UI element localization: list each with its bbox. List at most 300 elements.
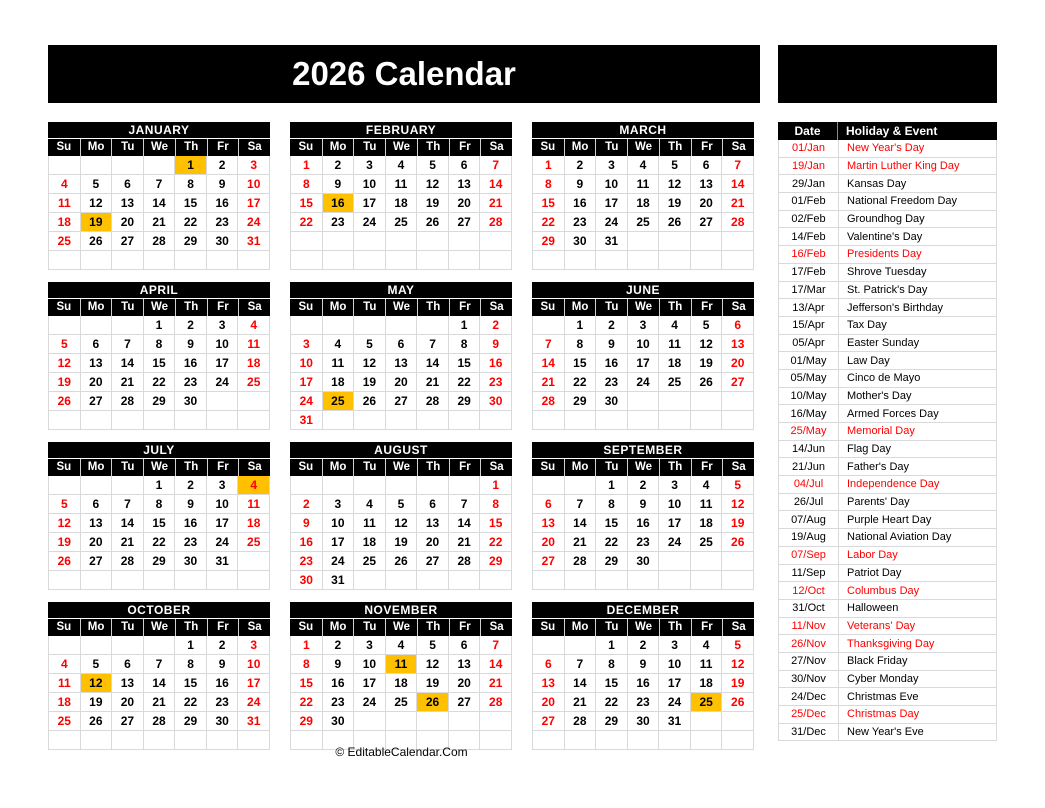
- month-title: MAY: [290, 282, 512, 299]
- holiday-date: 07/Aug: [779, 511, 839, 528]
- holiday-date: 27/Nov: [779, 653, 839, 670]
- holiday-event: Veterans' Day: [847, 619, 916, 632]
- day-cell: 30: [207, 712, 239, 731]
- day-cell: 8: [533, 175, 565, 194]
- day-cell: 30: [207, 232, 239, 251]
- empty-day-cell: [533, 476, 565, 495]
- day-cell: 5: [386, 495, 418, 514]
- holiday-row: [778, 706, 997, 724]
- day-cell: 11: [386, 175, 418, 194]
- day-cell: 6: [81, 495, 113, 514]
- day-cell: 14: [480, 655, 512, 674]
- day-cell: 26: [722, 533, 754, 552]
- day-of-week-cell: Su: [56, 141, 72, 153]
- day-of-week-cell: Fr: [449, 459, 481, 476]
- day-cell: 12: [659, 175, 691, 194]
- empty-day-cell: [533, 636, 565, 655]
- day-of-week-cell: Fr: [691, 619, 723, 636]
- holiday-date: 25/Dec: [779, 706, 839, 723]
- day-cell: 6: [449, 156, 481, 175]
- holiday-row: [778, 458, 997, 476]
- day-cell: 13: [691, 175, 723, 194]
- empty-day-cell: [659, 251, 691, 270]
- day-cell: 17: [323, 533, 355, 552]
- holiday-event: Patriot Day: [847, 566, 902, 579]
- day-cell: 28: [417, 392, 449, 411]
- day-of-week-cell: Fr: [207, 459, 239, 476]
- holiday-event: Thanksgiving Day: [847, 637, 935, 650]
- day-cell: 30: [480, 392, 512, 411]
- day-cell: 5: [691, 316, 723, 335]
- holiday-row: [778, 582, 997, 600]
- day-cell: 25: [49, 232, 81, 251]
- holiday-date: 17/Feb: [779, 264, 839, 281]
- day-cell: 7: [533, 335, 565, 354]
- day-cell: 23: [565, 213, 597, 232]
- day-cell: 10: [354, 655, 386, 674]
- day-cell: 18: [628, 194, 660, 213]
- day-cell: 11: [659, 335, 691, 354]
- date-grid: [48, 316, 270, 430]
- footer-credit: © EditableCalendar.Com: [335, 745, 468, 759]
- holiday-event: Halloween: [847, 602, 899, 615]
- day-cell: 21: [480, 674, 512, 693]
- empty-day-cell: [722, 712, 754, 731]
- day-cell: 30: [291, 571, 323, 590]
- holiday-row: [778, 175, 997, 193]
- holiday-event: Christmas Eve: [847, 690, 919, 703]
- holiday-date: 04/Jul: [779, 476, 839, 493]
- empty-day-cell: [291, 232, 323, 251]
- day-of-week-cell: Fr: [449, 299, 481, 316]
- holiday-event: St. Patrick's Day: [847, 283, 928, 296]
- day-of-week-cell: We: [627, 459, 659, 476]
- day-cell: 24: [207, 533, 239, 552]
- day-of-week-cell: Tu: [595, 139, 627, 156]
- day-cell: 16: [565, 194, 597, 213]
- day-cell: 17: [207, 514, 239, 533]
- empty-day-cell: [323, 476, 355, 495]
- day-of-week-cell: Sa: [238, 139, 270, 156]
- day-cell: 24: [659, 533, 691, 552]
- empty-day-cell: [417, 232, 449, 251]
- day-of-week-cell: Su: [540, 461, 556, 473]
- empty-day-cell: [417, 316, 449, 335]
- holiday-event: Christmas Day: [847, 708, 920, 721]
- day-cell: 21: [112, 373, 144, 392]
- empty-day-cell: [291, 251, 323, 270]
- holiday-event: Memorial Day: [847, 425, 915, 438]
- empty-day-cell: [565, 636, 597, 655]
- day-of-week-cell: Su: [540, 621, 556, 633]
- empty-day-cell: [81, 636, 113, 655]
- day-cell: 5: [417, 636, 449, 655]
- day-of-week-header: [290, 619, 512, 636]
- day-cell: 23: [323, 693, 355, 712]
- day-cell: 11: [323, 354, 355, 373]
- day-cell: 17: [354, 674, 386, 693]
- empty-day-cell: [533, 251, 565, 270]
- day-cell: 25: [691, 533, 723, 552]
- holiday-event: New Year's Eve: [847, 726, 924, 739]
- empty-day-cell: [238, 251, 270, 270]
- day-cell: 24: [596, 213, 628, 232]
- month-title: SEPTEMBER: [532, 442, 754, 459]
- holiday-event: Mother's Day: [847, 389, 912, 402]
- empty-day-cell: [354, 411, 386, 430]
- day-cell: 24: [659, 693, 691, 712]
- day-of-week-cell: Tu: [111, 619, 143, 636]
- day-of-week-cell: Tu: [111, 299, 143, 316]
- day-cell: 12: [81, 674, 113, 693]
- day-of-week-cell: Tu: [595, 299, 627, 316]
- day-cell: 11: [386, 655, 418, 674]
- month-title: APRIL: [48, 282, 270, 299]
- day-cell: 26: [722, 693, 754, 712]
- day-cell: 7: [417, 335, 449, 354]
- empty-day-cell: [480, 411, 512, 430]
- day-cell: 30: [628, 552, 660, 571]
- empty-day-cell: [207, 392, 239, 411]
- day-cell: 4: [354, 495, 386, 514]
- holiday-date: 26/Jul: [779, 494, 839, 511]
- holiday-date: 16/Feb: [779, 246, 839, 263]
- day-cell: 15: [449, 354, 481, 373]
- day-cell: 27: [417, 552, 449, 571]
- day-of-week-cell: Fr: [449, 139, 481, 156]
- day-cell: 5: [659, 156, 691, 175]
- day-cell: 11: [354, 514, 386, 533]
- day-cell: 4: [659, 316, 691, 335]
- holiday-event: Black Friday: [847, 655, 908, 668]
- day-of-week-cell: We: [385, 619, 417, 636]
- day-cell: 21: [480, 194, 512, 213]
- holiday-event: Presidents Day: [847, 248, 922, 261]
- day-of-week-cell: We: [385, 139, 417, 156]
- empty-day-cell: [144, 571, 176, 590]
- day-cell: 4: [323, 335, 355, 354]
- day-of-week-header: [532, 459, 754, 476]
- holiday-row: [778, 264, 997, 282]
- holiday-event: National Aviation Day: [847, 531, 952, 544]
- date-grid: [532, 156, 754, 270]
- day-cell: 3: [207, 316, 239, 335]
- day-of-week-cell: We: [143, 619, 175, 636]
- empty-day-cell: [354, 232, 386, 251]
- day-cell: 3: [354, 156, 386, 175]
- day-cell: 7: [112, 495, 144, 514]
- empty-day-cell: [449, 232, 481, 251]
- holiday-event: Flag Day: [847, 443, 892, 456]
- month-may: [290, 282, 512, 430]
- empty-day-cell: [659, 552, 691, 571]
- empty-day-cell: [112, 251, 144, 270]
- day-cell: 19: [49, 373, 81, 392]
- holiday-event: Martin Luther King Day: [847, 160, 960, 173]
- day-of-week-cell: Th: [659, 139, 691, 156]
- day-of-week-header: [290, 459, 512, 476]
- empty-day-cell: [386, 411, 418, 430]
- day-cell: 11: [238, 335, 270, 354]
- day-cell: 2: [596, 316, 628, 335]
- empty-day-cell: [144, 156, 176, 175]
- empty-day-cell: [691, 251, 723, 270]
- day-cell: 2: [207, 636, 239, 655]
- holiday-row: [778, 388, 997, 406]
- holiday-date: 05/Apr: [779, 335, 839, 352]
- day-of-week-cell: We: [143, 139, 175, 156]
- day-cell: 16: [596, 354, 628, 373]
- day-cell: 21: [144, 693, 176, 712]
- day-cell: 22: [565, 373, 597, 392]
- day-cell: 17: [291, 373, 323, 392]
- day-of-week-cell: Sa: [722, 299, 754, 316]
- day-cell: 17: [628, 354, 660, 373]
- day-cell: 9: [323, 175, 355, 194]
- empty-day-cell: [81, 156, 113, 175]
- day-cell: 6: [533, 655, 565, 674]
- day-cell: 7: [112, 335, 144, 354]
- day-cell: 22: [175, 693, 207, 712]
- empty-day-cell: [417, 571, 449, 590]
- day-of-week-cell: Th: [175, 619, 207, 636]
- day-cell: 13: [386, 354, 418, 373]
- holiday-date-column-header: Date: [778, 122, 838, 140]
- day-cell: 23: [596, 373, 628, 392]
- empty-day-cell: [49, 411, 81, 430]
- month-january: [48, 122, 270, 270]
- day-cell: 15: [480, 514, 512, 533]
- day-cell: 16: [207, 674, 239, 693]
- empty-day-cell: [112, 411, 144, 430]
- day-cell: 27: [449, 213, 481, 232]
- day-cell: 15: [175, 194, 207, 213]
- day-cell: 20: [81, 373, 113, 392]
- day-cell: 9: [628, 495, 660, 514]
- holiday-row: [778, 193, 997, 211]
- day-cell: 15: [291, 194, 323, 213]
- holiday-date: 14/Feb: [779, 228, 839, 245]
- holiday-table: [778, 122, 997, 741]
- day-cell: 7: [480, 156, 512, 175]
- day-of-week-cell: Th: [175, 459, 207, 476]
- day-of-week-cell: Fr: [691, 139, 723, 156]
- months-grid: [48, 122, 754, 750]
- day-cell: 10: [207, 495, 239, 514]
- day-cell: 20: [81, 533, 113, 552]
- date-grid: [290, 156, 512, 270]
- day-of-week-cell: Mo: [322, 139, 354, 156]
- day-cell: 18: [238, 514, 270, 533]
- empty-day-cell: [480, 251, 512, 270]
- day-cell: 17: [659, 674, 691, 693]
- day-cell: 3: [323, 495, 355, 514]
- day-cell: 4: [691, 476, 723, 495]
- day-cell: 16: [175, 514, 207, 533]
- day-of-week-cell: Th: [659, 459, 691, 476]
- empty-day-cell: [175, 411, 207, 430]
- day-cell: 29: [291, 712, 323, 731]
- day-of-week-header: [48, 139, 270, 156]
- holiday-row: [778, 529, 997, 547]
- day-of-week-cell: Mo: [564, 299, 596, 316]
- day-cell: 23: [175, 533, 207, 552]
- holiday-date: 16/May: [779, 405, 839, 422]
- empty-day-cell: [596, 411, 628, 430]
- day-cell: 25: [386, 693, 418, 712]
- day-cell: 6: [112, 655, 144, 674]
- page-title: 2026 Calendar: [48, 45, 760, 103]
- day-cell: 2: [323, 636, 355, 655]
- date-grid: [532, 476, 754, 590]
- day-cell: 24: [238, 213, 270, 232]
- empty-day-cell: [354, 476, 386, 495]
- holiday-date: 12/Oct: [779, 582, 839, 599]
- day-cell: 1: [565, 316, 597, 335]
- day-cell: 24: [628, 373, 660, 392]
- day-cell: 26: [417, 213, 449, 232]
- holiday-row: [778, 441, 997, 459]
- day-cell: 27: [81, 552, 113, 571]
- day-of-week-cell: Su: [298, 461, 314, 473]
- day-of-week-cell: Fr: [207, 299, 239, 316]
- day-cell: 8: [175, 655, 207, 674]
- day-of-week-header: [290, 299, 512, 316]
- day-cell: 18: [691, 674, 723, 693]
- day-cell: 30: [175, 392, 207, 411]
- empty-day-cell: [480, 232, 512, 251]
- day-cell: 15: [533, 194, 565, 213]
- day-cell: 12: [49, 514, 81, 533]
- day-cell: 27: [112, 712, 144, 731]
- day-cell: 26: [49, 552, 81, 571]
- holiday-event: Kansas Day: [847, 177, 907, 190]
- day-cell: 9: [207, 655, 239, 674]
- day-cell: 27: [533, 552, 565, 571]
- holiday-date: 01/Feb: [779, 193, 839, 210]
- day-cell: 21: [565, 693, 597, 712]
- day-of-week-cell: Th: [175, 299, 207, 316]
- day-cell: 11: [691, 655, 723, 674]
- empty-day-cell: [722, 552, 754, 571]
- day-cell: 26: [81, 712, 113, 731]
- day-cell: 10: [207, 335, 239, 354]
- empty-day-cell: [628, 251, 660, 270]
- day-cell: 6: [386, 335, 418, 354]
- day-cell: 16: [323, 674, 355, 693]
- empty-day-cell: [565, 476, 597, 495]
- day-cell: 4: [49, 175, 81, 194]
- day-cell: 17: [238, 674, 270, 693]
- day-of-week-cell: We: [143, 299, 175, 316]
- empty-day-cell: [722, 571, 754, 590]
- month-title: DECEMBER: [532, 602, 754, 619]
- empty-day-cell: [386, 476, 418, 495]
- day-cell: 3: [291, 335, 323, 354]
- day-cell: 7: [144, 175, 176, 194]
- day-cell: 22: [144, 373, 176, 392]
- day-cell: 25: [238, 533, 270, 552]
- day-cell: 10: [238, 175, 270, 194]
- day-cell: 18: [691, 514, 723, 533]
- day-cell: 12: [691, 335, 723, 354]
- holiday-date: 17/Mar: [779, 282, 839, 299]
- day-cell: 15: [596, 514, 628, 533]
- day-cell: 26: [691, 373, 723, 392]
- empty-day-cell: [238, 571, 270, 590]
- month-march: [532, 122, 754, 270]
- holiday-row: [778, 635, 997, 653]
- day-cell: 25: [628, 213, 660, 232]
- month-title: NOVEMBER: [290, 602, 512, 619]
- day-cell: 14: [565, 514, 597, 533]
- day-of-week-cell: Sa: [238, 299, 270, 316]
- holiday-date: 11/Sep: [779, 565, 839, 582]
- day-cell: 2: [628, 476, 660, 495]
- day-cell: 17: [596, 194, 628, 213]
- day-cell: 20: [449, 674, 481, 693]
- empty-day-cell: [49, 251, 81, 270]
- day-of-week-cell: Fr: [207, 619, 239, 636]
- day-cell: 23: [628, 533, 660, 552]
- empty-day-cell: [449, 251, 481, 270]
- empty-day-cell: [291, 476, 323, 495]
- holiday-table-body: [778, 140, 997, 741]
- day-cell: 13: [81, 354, 113, 373]
- day-cell: 13: [722, 335, 754, 354]
- day-cell: 21: [722, 194, 754, 213]
- empty-day-cell: [81, 476, 113, 495]
- day-cell: 31: [238, 232, 270, 251]
- holiday-event: Labor Day: [847, 549, 898, 562]
- day-cell: 31: [323, 571, 355, 590]
- day-of-week-cell: Mo: [80, 299, 112, 316]
- month-title: FEBRUARY: [290, 122, 512, 139]
- day-cell: 16: [323, 194, 355, 213]
- day-cell: 1: [480, 476, 512, 495]
- empty-day-cell: [144, 411, 176, 430]
- day-cell: 23: [175, 373, 207, 392]
- holiday-row: [778, 246, 997, 264]
- day-of-week-cell: We: [385, 299, 417, 316]
- day-cell: 16: [628, 514, 660, 533]
- date-grid: [290, 636, 512, 750]
- day-of-week-cell: Fr: [449, 619, 481, 636]
- day-cell: 16: [207, 194, 239, 213]
- header-right-box: [778, 45, 997, 103]
- day-cell: 20: [691, 194, 723, 213]
- month-june: [532, 282, 754, 430]
- day-cell: 27: [449, 693, 481, 712]
- day-of-week-cell: Fr: [691, 459, 723, 476]
- day-cell: 24: [354, 213, 386, 232]
- empty-day-cell: [144, 251, 176, 270]
- day-cell: 20: [417, 533, 449, 552]
- day-of-week-cell: Sa: [722, 139, 754, 156]
- day-cell: 11: [49, 194, 81, 213]
- day-of-week-cell: Mo: [564, 459, 596, 476]
- day-cell: 2: [323, 156, 355, 175]
- holiday-event-column-header: Holiday & Event: [846, 124, 938, 138]
- empty-day-cell: [417, 712, 449, 731]
- day-of-week-cell: Mo: [322, 459, 354, 476]
- day-of-week-header: [48, 299, 270, 316]
- day-cell: 21: [144, 213, 176, 232]
- day-cell: 9: [207, 175, 239, 194]
- day-cell: 27: [533, 712, 565, 731]
- day-cell: 25: [659, 373, 691, 392]
- day-of-week-cell: Tu: [353, 299, 385, 316]
